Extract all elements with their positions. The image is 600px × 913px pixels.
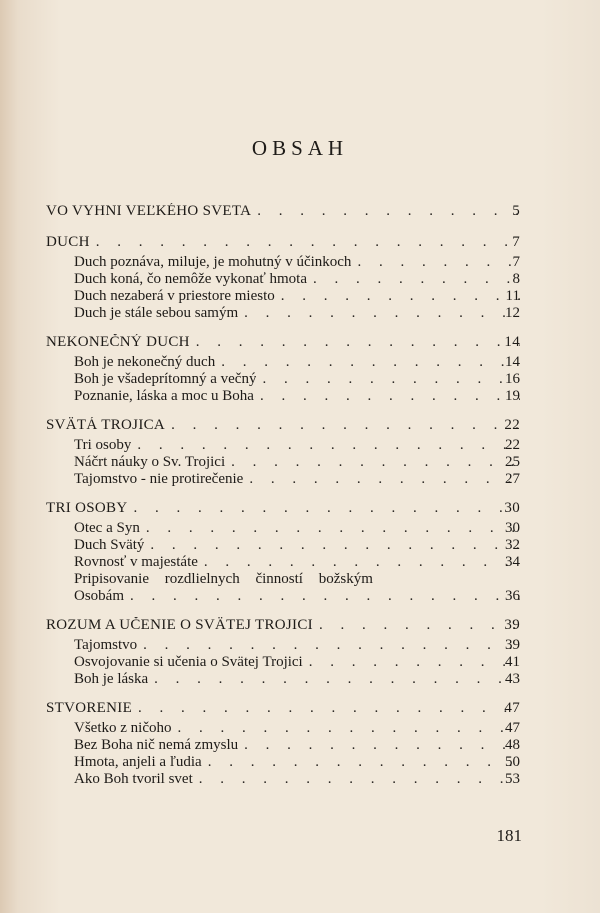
leader-dots xyxy=(148,671,520,688)
toc-section xyxy=(46,203,520,220)
toc-entry xyxy=(46,520,520,537)
toc-heading xyxy=(46,234,520,251)
toc-page-number: 47 xyxy=(504,700,520,716)
toc-page-number: 30 xyxy=(504,500,520,516)
toc-section xyxy=(46,500,520,605)
toc-entry xyxy=(46,254,520,271)
leader-dots xyxy=(131,437,520,454)
toc-page-number: 14 xyxy=(504,334,520,350)
leader-dots xyxy=(243,471,520,488)
toc-entry-text: Tri osoby xyxy=(74,437,132,453)
leader-dots xyxy=(303,654,520,671)
toc-entry-text: Osvojovanie si učenia o Svätej Trojici xyxy=(74,654,303,670)
toc-entry xyxy=(46,471,520,488)
leader-dots xyxy=(171,720,520,737)
toc-page-number: 41 xyxy=(505,654,520,670)
toc-page-number: 7 xyxy=(512,234,520,250)
toc-page-number: 39 xyxy=(505,637,520,653)
toc-page-number: 53 xyxy=(505,771,520,787)
toc-entry xyxy=(46,371,520,388)
leader-dots xyxy=(137,637,520,654)
toc-entry xyxy=(46,388,520,405)
leader-dots xyxy=(225,454,520,471)
toc-heading xyxy=(46,500,520,517)
toc-heading-text: STVORENIE xyxy=(46,700,133,716)
toc-entry xyxy=(46,637,520,654)
toc-entry-text: Duch poznáva, miluje, je mohutný v účinkoch xyxy=(74,254,352,270)
toc-entry xyxy=(46,737,520,754)
toc-entry xyxy=(46,754,520,771)
toc-entry-continued xyxy=(46,588,520,605)
leader-dots xyxy=(140,520,520,537)
toc-section xyxy=(46,234,520,322)
toc-page-number: 48 xyxy=(505,737,520,753)
leader-dots xyxy=(127,500,520,517)
leader-dots xyxy=(202,754,520,771)
toc-page-number: 36 xyxy=(505,588,520,604)
toc-entry xyxy=(46,454,520,471)
toc-entry-text: Otec a Syn xyxy=(74,520,140,536)
toc-section xyxy=(46,617,520,688)
leader-dots xyxy=(193,771,520,788)
toc-heading xyxy=(46,203,520,220)
toc-entry-text: Poznanie, láska a moc u Boha xyxy=(74,388,254,404)
toc-heading-text: TRI OSOBY xyxy=(46,500,128,516)
toc-page-number: 19 xyxy=(505,388,520,404)
toc-page-number: 22 xyxy=(505,437,520,453)
toc-heading xyxy=(46,700,520,717)
toc-entry-text: Ako Boh tvoril svet xyxy=(74,771,193,787)
leader-dots xyxy=(251,203,520,220)
leader-dots xyxy=(198,554,520,571)
toc-heading xyxy=(46,617,520,634)
toc-entry xyxy=(46,571,520,588)
leader-dots xyxy=(256,371,520,388)
leader-dots xyxy=(275,288,520,305)
toc-heading xyxy=(46,334,520,351)
toc-entry-text: Náčrt náuky o Sv. Trojici xyxy=(74,454,226,470)
toc-page-number: 25 xyxy=(505,454,520,470)
toc-entry-text: Duch koná, čo nemôže vykonať hmota xyxy=(74,271,308,287)
toc-entry-text: Boh je všadeprítomný a večný xyxy=(74,371,257,387)
toc-heading-text: SVÄTÁ TROJICA xyxy=(46,417,166,433)
leader-dots xyxy=(254,388,520,405)
toc-entry xyxy=(46,305,520,322)
toc-page-number: 47 xyxy=(505,720,520,736)
leader-dots xyxy=(215,354,520,371)
toc-entry xyxy=(46,654,520,671)
leader-dots xyxy=(313,617,520,634)
toc-entry-text: Hmota, anjeli a ľudia xyxy=(74,754,202,770)
toc-entry-text: Duch nezaberá v priestore miesto xyxy=(74,288,275,304)
toc-entry xyxy=(46,671,520,688)
toc-page-number: 30 xyxy=(505,520,520,536)
toc-section xyxy=(46,334,520,405)
toc-entry xyxy=(46,537,520,554)
toc-heading-text: NEKONEČNÝ DUCH xyxy=(46,334,190,350)
toc-page-number: 43 xyxy=(505,671,520,687)
toc-entry-text: Pripisovanie rozdlielnych činností božským xyxy=(74,571,373,587)
toc-page-number: 22 xyxy=(504,417,520,433)
toc-entry xyxy=(46,554,520,571)
toc-page-number: 27 xyxy=(505,471,520,487)
toc-entry-text: Boh je nekonečný duch xyxy=(74,354,216,370)
toc-heading xyxy=(46,417,520,434)
toc-entry-text: Duch Svätý xyxy=(74,537,145,553)
page-title: OBSAH xyxy=(251,136,349,160)
toc-page-number: 16 xyxy=(505,371,520,387)
toc-entry-text: Všetko z ničoho xyxy=(74,720,172,736)
toc-heading-text: ROZUM A UČENIE O SVÄTEJ TROJICI xyxy=(46,617,313,633)
leader-dots xyxy=(144,537,520,554)
toc-entry-text-continued: Osobám xyxy=(74,588,124,604)
toc-entry-text: Bez Boha nič nemá zmyslu xyxy=(74,737,239,753)
leader-dots xyxy=(190,334,520,351)
toc-entry xyxy=(46,354,520,371)
toc-entry xyxy=(46,437,520,454)
toc-page-number: 5 xyxy=(512,203,520,219)
toc-page-number: 7 xyxy=(512,254,520,270)
toc-page-number: 11 xyxy=(505,288,520,304)
folio-page-number: 181 xyxy=(496,826,522,845)
toc-page-number: 50 xyxy=(505,754,520,770)
toc-entry-text: Boh je láska xyxy=(74,671,149,687)
toc-entry xyxy=(46,771,520,788)
toc-entry xyxy=(46,288,520,305)
leader-dots xyxy=(238,305,520,322)
toc-page-number: 39 xyxy=(504,617,520,633)
toc-entry-text: Tajomstvo - nie protirečenie xyxy=(74,471,244,487)
toc-page-number: 8 xyxy=(512,271,520,287)
leader-dots xyxy=(307,271,520,288)
toc-page-number: 14 xyxy=(505,354,520,370)
toc-entry-text: Rovnosť v majestáte xyxy=(74,554,198,570)
toc-page-number: 32 xyxy=(505,537,520,553)
toc-page-number: 34 xyxy=(505,554,520,570)
toc-entry xyxy=(46,720,520,737)
toc-section xyxy=(46,417,520,488)
toc-entry-text: Duch je stále sebou samým xyxy=(74,305,239,321)
leader-dots xyxy=(165,417,520,434)
leader-dots xyxy=(90,234,520,251)
toc-heading-text: VO VYHNI VEĽKÉHO SVETA xyxy=(46,203,252,219)
toc-entry-text: Tajomstvo xyxy=(74,637,138,653)
leader-dots xyxy=(132,700,520,717)
toc-page-number: 12 xyxy=(505,305,520,321)
toc-section xyxy=(46,700,520,788)
toc-entry xyxy=(46,271,520,288)
toc-heading-text: DUCH xyxy=(46,234,90,250)
leader-dots xyxy=(124,588,520,605)
leader-dots xyxy=(238,737,520,754)
table-of-contents xyxy=(46,203,520,788)
